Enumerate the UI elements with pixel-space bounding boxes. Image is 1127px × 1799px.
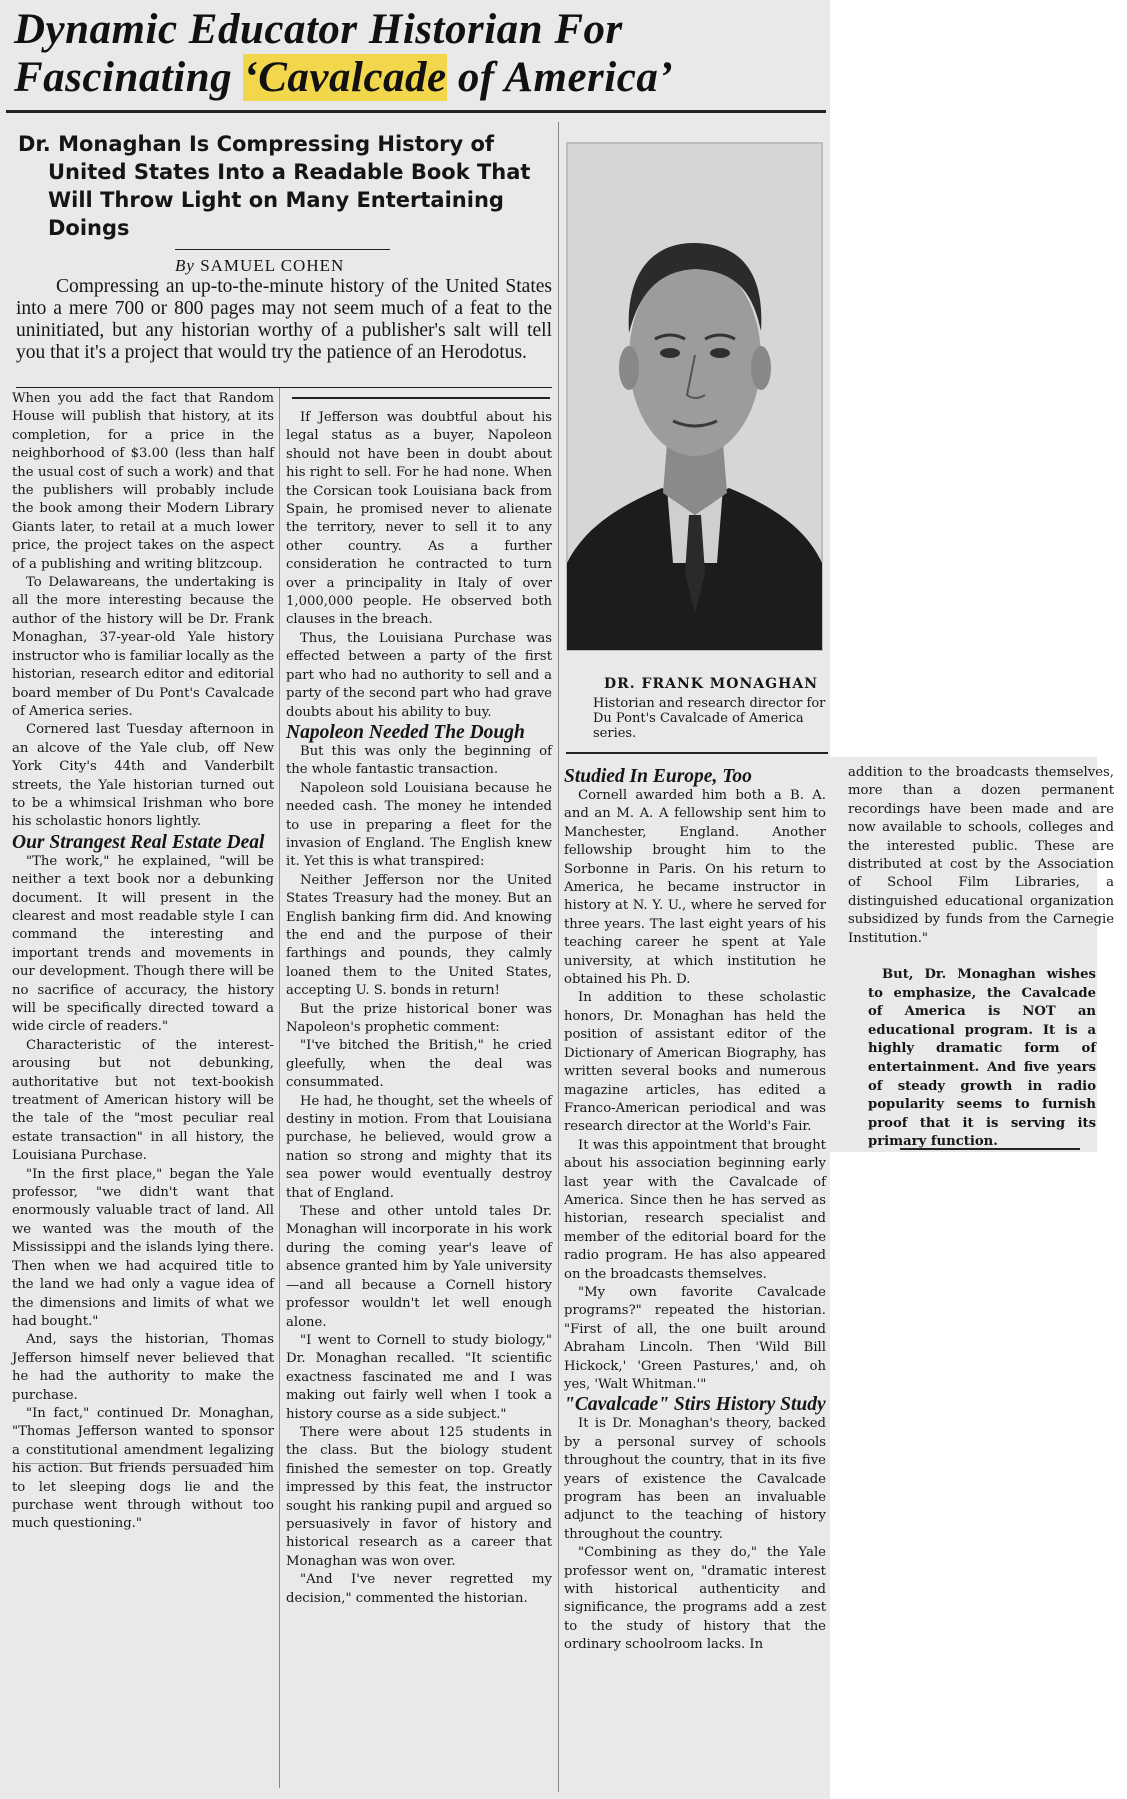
col2b-para-1: But this was only the beginning of the whole fantastic transaction. [286, 743, 552, 778]
col1b-para-5: "In fact," continued Dr. Monaghan, "Thomas Jefferson wanted to sponsor a constitutional amendment legalizing his action. But friends persuaded him to let sleeping dogs lie and the purchase went through without too much questioning." [12, 1405, 274, 1532]
col-rule-2 [558, 122, 559, 1792]
col1b-para-2: Characteristic of the interest-arousing but not debunking, authoritative but not text-bookish treatment of American history will be the tale of the "most peculiar real estate transaction" in all history, the Louisiana Purchase. [12, 1037, 274, 1164]
portrait-photo [567, 143, 822, 650]
headline-line-1: Dynamic Educator Historian For [14, 6, 623, 53]
col1-para-1: When you add the fact that Random House will publish that history, at its completion, for a price in the neighborhood of $3.00 (less than half the usual cost of such a work) and that the publishers will probably include the book among their Modern Library Giants later, to retail at a much lower price, the project takes on the aspect of a publishing and writing blitzcoup. [12, 391, 274, 572]
col2b-para-4: But the prize historical boner was Napoleon's prophetic comment: [286, 1001, 552, 1035]
lead-paragraph [16, 276, 552, 364]
col3-para-2: In addition to these scholastic honors, Dr. Monaghan has held the position of assistant editor of the Dictionary of American Biography, has written several books and numerous magazine articles, has edited a Franco-American periodical and was research director at the World's Fair. [564, 990, 826, 1135]
col2b-para-2: Napoleon sold Louisiana because he needed cash. The money he intended to use in preparing a fleet for the invasion of England. The English knew it. Yet this is what transpired: [286, 780, 552, 870]
headline [14, 6, 824, 102]
col2b-para-8: "I went to Cornell to study biology," Dr. Monaghan recalled. "It scientific exactness fascinated me and I was making out fairly well when I took a history course as a side subject." [286, 1332, 552, 1422]
headline-line-2 [14, 54, 824, 102]
col3b-para-1: It is Dr. Monaghan's theory, backed by a personal survey of schools throughout the country, that in its five years of existence the Cavalcade program has been an invaluable adjunct to the teaching of history throughout the country. [564, 1416, 826, 1542]
sidebox [868, 966, 1096, 1152]
col2b-para-9: There were about 125 students in the class. But the biology student finished the semester on top. Greatly impressed by this feat, the instructor sought his ranking pupil and argued so persuasively in favor of history and historical research as a career that Monaghan was won over. [286, 1424, 552, 1569]
portrait-illustration [567, 143, 822, 650]
col3-para-3: It was this appointment that brought about his association beginning early last year with the Cavalcade of America. Since then he has served as historian, research specialist and member of the editorial board for the radio program. He has also appeared on the broadcasts themselves. [564, 1137, 826, 1282]
byline [175, 256, 344, 276]
col2b-para-3: Neither Jefferson nor the United States Treasury had the money. But an English banking firm did. And knowing the end and the purpose of their farthings and pounds, they calmly loaned them to the United States, accepting U. S. bonds in return! [286, 872, 552, 999]
column-2 [286, 409, 552, 1789]
col2b-para-6: He had, he thought, set the wheels of destiny in motion. From that Louisiana purchase, he believed, would grow a nation so strong and mighty that its sea power would eventually destroy that of England. [286, 1093, 552, 1201]
col4-para-1: addition to the broadcasts themselves, more than a dozen permanent recordings have been made and are now available to schools, colleges and the interested public. These are distributed at cost by the Association of School Film Libraries, a distinguished educational organization subsidized by funds from the Carnegie Institution." [848, 765, 1114, 946]
col2-top-rule [292, 397, 550, 399]
col2-subhead: Napoleon Needed The Dough [286, 721, 525, 743]
column-1 [12, 390, 274, 1532]
photo-caption [593, 677, 829, 741]
deck [18, 130, 548, 242]
byline-rule [175, 249, 390, 250]
caption-bottom-rule [566, 752, 828, 754]
sidebox-text: But, Dr. Monaghan wishes to emphasize, the Cavalcade of America is NOT an educational program. It is a highly dramatic form of entertainment. And five years of steady growth in radio popularity seems to furnish proof that it is serving its primary function. [868, 967, 1096, 1150]
col1b-para-4: And, says the historian, Thomas Jefferson himself never believed that he had the authority to make the purchase. [12, 1332, 274, 1403]
deck-line-1: Dr. Monaghan Is Compressing History of [18, 132, 495, 156]
col1-para-3: Cornered last Tuesday afternoon in an alcove of the Yale club, off New York City's 44th and Vanderbilt streets, the Yale historian turned out to be a whimsical Irishman who bore his scholastic honors lightly. [12, 722, 274, 830]
col3-subhead: Studied In Europe, Too [564, 766, 752, 787]
column-3 [564, 760, 826, 1792]
col1b-para-3: "In the first place," began the Yale professor, "we didn't want that enormously valuable tract of land. All we wanted was the mouth of the Mississippi and the islands lying there. Then when we had acquired title to the land we had only a vague idea of the dimensions and limits of what we had bought." [12, 1166, 274, 1329]
headline-line-2-post: of America’ [446, 54, 674, 101]
photo-caption-text: Historian and research director for Du Pont's Cavalcade of America series. [593, 696, 826, 741]
col-rule-1 [279, 388, 280, 1788]
deck-line-3: Will Throw Light on Many Entertaining [48, 188, 504, 212]
deck-line-2: United States Into a Readable Book That [48, 160, 531, 184]
col2b-para-5: "I've bitched the British," he cried gleefully, when the deal was consummated. [286, 1038, 552, 1091]
col3-para-1: Cornell awarded him both a B. A. and an M. A. A fellowship sent him to Manchester, England. Another fellowship brought him to the Sorbonne in Paris. On his return to America, he became instructor in history at N. Y. U., where he served for three years. The last eight years of his teaching career he spent at Yale university, at which institution he obtained his Ph. D. [564, 788, 826, 988]
headline-highlight: ‘Cavalcade [243, 54, 447, 101]
deck-line-4: Doings [48, 216, 130, 240]
byline-name: SAMUEL COHEN [200, 256, 345, 275]
col3b-para-2: "Combining as they do," the Yale professor went on, "dramatic interest with historical authenticity and significance, the programs add a zest to the study of history that the ordinary schoolroom lacks. In [564, 1545, 826, 1653]
col2b-para-10: "And I've never regretted my decision," commented the historian. [286, 1572, 552, 1606]
col1-para-2: To Delawareans, the undertaking is all the more interesting because the author of the history will be Dr. Frank Monaghan, 37-year-old Yale history instructor who is familiar locally as the historian, research editor and editorial board member of Du Pont's Cavalcade of America series. [12, 575, 274, 719]
col1b-para-1: "The work," he explained, "will be neither a text book nor a debunking document. It will present in the clearest and most readable style I can command the interesting and important trends and movements in our development. Though there will be no sacrifice of accuracy, the history will be specifically directed toward a wide circle of readers." [12, 853, 274, 1035]
column-4 [848, 764, 1114, 964]
byline-prefix: By [175, 256, 195, 275]
col2b-para-7: These and other untold tales Dr. Monaghan will incorporate in his work during the coming year's leave of absence granted him by Yale university—and all because a Cornell history professor wouldn't let well enough alone. [286, 1204, 552, 1330]
photo-caption-name: DR. FRANK MONAGHAN [604, 676, 818, 692]
lead-rule [16, 387, 552, 388]
col2-para-1: If Jefferson was doubtful about his legal status as a buyer, Napoleon should not have been in doubt about his right to sell. For he had none. When the Corsican took Louisiana back from Spain, he promised never to alienate the territory, never to sell it to any other country. As a further consideration he contracted to turn over a principality in Italy of over 1,000,000 people. He observed both clauses in the breach. [286, 410, 552, 628]
headline-rule [6, 110, 826, 113]
col2-para-2: Thus, the Louisiana Purchase was effected between a party of the first part who had no authority to sell and a party of the second part who had grave doubts about his ability to buy. [286, 630, 552, 720]
headline-line-2-pre: Fascinating [14, 54, 244, 101]
col3-subhead-2: "Cavalcade" Stirs History Study [564, 1394, 826, 1416]
col3-para-4: "My own favorite Cavalcade programs?" repeated the historian. "First of all, the one built around Abraham Lincoln. Then 'Wild Bill Hickock,' 'Green Pastures,' and, oh yes, 'Walt Whitman.'" [564, 1284, 826, 1392]
col1-subhead: Our Strangest Real Estate Deal [12, 831, 265, 853]
lead-text: Compressing an up-to-the-minute history of the United States into a mere 700 or 800 pages may not seem much of a feat to the uninitiated, but any historian worthy of a publisher's salt will tell you that it's a project that would try the patience of an Herodotus. [16, 276, 552, 363]
